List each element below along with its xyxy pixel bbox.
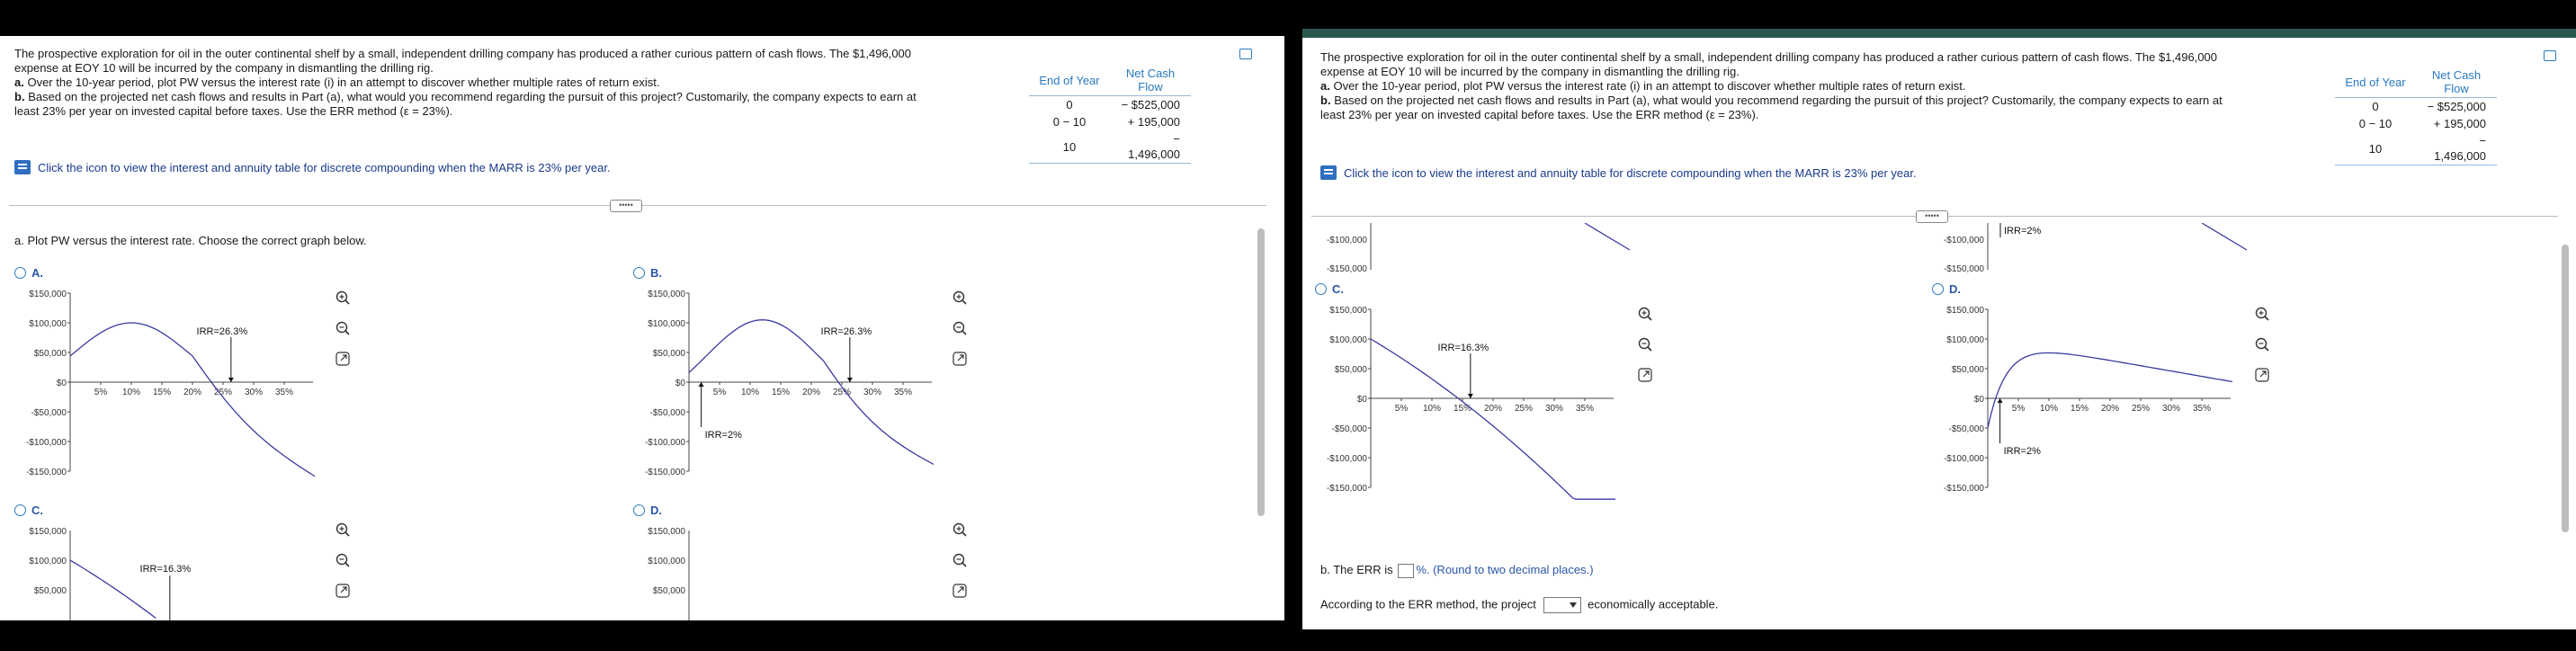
part-b-text: Based on the projected net cash flows and results in Part (a), what would you recommend regarding the pursuit of this project? Customarily, the company expects to earn at least 23% per year on invested capital before taxes. Use the ERR method (ε = 23%). — [1320, 94, 2223, 121]
zoom-in-icon[interactable] — [952, 290, 968, 306]
y-tick-label: $100,000 — [648, 557, 685, 566]
graph-c-partial — [14, 523, 365, 620]
popout-graph-icon[interactable] — [335, 583, 351, 599]
y-tick-label: $50,000 — [33, 586, 67, 596]
irr-arrow — [1998, 398, 2003, 403]
y-tick-label: -$100,000 — [1943, 236, 1984, 245]
x-tick-label: 30% — [2161, 404, 2181, 414]
y-tick-label: $150,000 — [648, 527, 685, 537]
col-net-cash-flow: Net Cash Flow — [1110, 65, 1191, 96]
zoom-out-icon[interactable] — [335, 552, 351, 568]
part-b-question — [1320, 563, 1594, 578]
y-tick-label: $50,000 — [652, 349, 685, 359]
popout-icon[interactable] — [2544, 50, 2556, 61]
y-tick-label: $150,000 — [1946, 306, 1984, 316]
part-a-label: a. — [14, 76, 24, 89]
popout-graph-icon[interactable] — [1637, 367, 1653, 383]
year-cell: 0 − 10 — [1052, 115, 1087, 129]
y-tick-label: $0 — [1973, 395, 1984, 405]
scrollbar[interactable] — [1257, 228, 1265, 516]
graph-b — [633, 286, 984, 502]
part-b-label: b. — [14, 90, 25, 103]
option-b-label[interactable]: B. — [650, 266, 662, 280]
y-tick-label: $50,000 — [1951, 365, 1984, 375]
y-tick-label: -$150,000 — [25, 468, 67, 477]
flow-cell: − 1,496,000 — [2416, 132, 2497, 165]
year-cell: 0 − 10 — [2358, 117, 2393, 130]
zoom-out-icon[interactable] — [952, 320, 968, 336]
table-row — [2335, 98, 2497, 116]
y-tick-label: -$100,000 — [25, 438, 67, 448]
pw-curve — [1988, 352, 2232, 428]
part-b-label: b. — [1320, 94, 1331, 107]
part-a-text: Over the 10-year period, plot PW versus the interest rate (i) in an attempt to discover whether multiple rates of return exist. — [27, 76, 660, 89]
irr-arrow — [228, 378, 234, 382]
table-row — [1029, 113, 1191, 130]
table-row — [2335, 115, 2497, 132]
y-tick-label: $50,000 — [33, 349, 67, 359]
x-tick-label: 10% — [1422, 404, 1442, 414]
part-b-text: Based on the projected net cash flows and results in Part (a), what would you recommend regarding the pursuit of this project? Customarily, the company expects to earn at least 23% per year on invested capital before taxes. Use the ERR method (ε = 23%). — [14, 90, 917, 118]
pw-curve — [1585, 223, 1630, 250]
x-tick-label: 30% — [244, 388, 264, 397]
y-tick-label: -$50,000 — [649, 408, 685, 418]
radio-a[interactable] — [14, 267, 26, 279]
y-tick-label: -$150,000 — [1326, 484, 1367, 494]
y-tick-label: $150,000 — [1329, 306, 1367, 316]
problem-intro: The prospective exploration for oil in the outer continental shelf by a small, independent drilling company has produced a rather curious pattern of cash flows. The $1,496,000 expense at EOY 10 will be incurred by the company in dismantling the drilling rig. — [1320, 50, 2218, 78]
option-c-label[interactable]: C. — [1332, 282, 1344, 296]
pw-curve — [2202, 223, 2247, 250]
col-end-of-year: End of Year — [1029, 65, 1110, 96]
irr-label: IRR=16.3% — [139, 564, 192, 575]
y-tick-label: $0 — [56, 379, 67, 388]
pw-curve — [70, 323, 315, 477]
err-input[interactable] — [1398, 564, 1414, 578]
y-tick-label: -$50,000 — [31, 408, 67, 418]
more-button[interactable]: ••••• — [1916, 210, 1948, 223]
y-tick-label: $0 — [1356, 395, 1367, 405]
x-tick-label: 20% — [801, 388, 821, 397]
x-tick-label: 20% — [183, 388, 202, 397]
zoom-out-icon[interactable] — [1637, 336, 1653, 352]
x-tick-label: 25% — [2131, 404, 2151, 414]
interest-link-text[interactable]: Click the icon to view the interest and annuity table for discrete compounding when the MARR is 23% per year. — [1344, 165, 1917, 180]
book-icon[interactable] — [1320, 165, 1337, 180]
zoom-in-icon[interactable] — [1637, 306, 1653, 322]
y-tick-label: $150,000 — [29, 290, 67, 299]
y-tick-label: $150,000 — [29, 527, 67, 537]
problem-intro: The prospective exploration for oil in the outer continental shelf by a small, independent drilling company has produced a rather curious pattern of cash flows. The $1,496,000 expense at EOY 10 will be incurred by the company in dismantling the drilling rig. — [14, 47, 912, 75]
irr-arrow — [847, 378, 853, 382]
irr-label: IRR=2% — [2003, 446, 2041, 457]
y-tick-label: -$50,000 — [1331, 424, 1367, 434]
interest-table-link[interactable] — [14, 160, 611, 174]
graph-b-bottom — [1932, 223, 2292, 279]
y-tick-label: $100,000 — [29, 557, 67, 566]
graph-c — [1315, 302, 1666, 518]
zoom-in-icon[interactable] — [335, 522, 351, 538]
y-tick-label: -$150,000 — [644, 468, 685, 477]
popout-graph-icon[interactable] — [335, 351, 351, 367]
cash-flow-header — [2335, 67, 2497, 98]
x-tick-label: 25% — [213, 388, 233, 397]
y-tick-label: -$100,000 — [644, 438, 685, 448]
popout-graph-icon[interactable] — [952, 583, 968, 599]
x-tick-label: 25% — [832, 388, 852, 397]
cash-flow-header — [1029, 65, 1191, 96]
err-suffix: economically acceptable. — [1588, 597, 1719, 611]
table-row — [1029, 130, 1191, 164]
pw-curve — [1371, 339, 1615, 499]
zoom-out-icon[interactable] — [335, 320, 351, 336]
y-tick-label: $100,000 — [1946, 335, 1984, 345]
graph-a-bottom — [1315, 223, 1675, 279]
flow-cell: − 1,496,000 — [1110, 130, 1191, 164]
x-tick-label: 35% — [274, 388, 294, 397]
interest-table-link[interactable] — [1320, 165, 1917, 180]
flow-cell: + 195,000 — [2433, 117, 2486, 130]
option-b[interactable] — [633, 266, 662, 280]
x-tick-label: 5% — [94, 388, 108, 397]
flow-cell: + 195,000 — [1127, 115, 1180, 129]
x-tick-label: 30% — [863, 388, 882, 397]
y-tick-label: -$150,000 — [1326, 264, 1367, 274]
y-tick-label: $100,000 — [29, 319, 67, 329]
x-tick-label: 15% — [1453, 404, 1472, 414]
part-a-label: a. — [1320, 79, 1330, 93]
part-b-prefix: b. The ERR is — [1320, 563, 1393, 576]
x-tick-label: 15% — [771, 388, 791, 397]
x-tick-label: 10% — [2039, 404, 2059, 414]
option-c[interactable] — [14, 504, 43, 517]
zoom-out-icon[interactable] — [2254, 336, 2270, 352]
option-c[interactable] — [1315, 282, 1344, 296]
y-tick-label: -$100,000 — [1326, 454, 1367, 464]
zoom-in-icon[interactable] — [952, 522, 968, 538]
y-tick-label: -$150,000 — [1943, 484, 1984, 494]
option-d-label[interactable]: D. — [1949, 282, 1961, 296]
irr-label: IRR=2% — [2004, 226, 2042, 236]
x-tick-label: 20% — [1483, 404, 1503, 414]
year-cell: 0 — [1066, 98, 1073, 111]
irr-label: IRR=26.3% — [820, 326, 872, 337]
part-b-suffix: %. (Round to two decimal places.) — [1416, 563, 1594, 576]
irr-label: IRR=26.3% — [196, 326, 248, 337]
x-tick-label: 30% — [1544, 404, 1564, 414]
x-tick-label: 20% — [2100, 404, 2120, 414]
radio-c[interactable] — [1315, 283, 1327, 295]
part-a-question: a. Plot PW versus the interest rate. Choose the correct graph below. — [14, 234, 367, 247]
radio-d[interactable] — [633, 504, 645, 516]
y-tick-label: $50,000 — [652, 586, 685, 596]
popout-graph-icon[interactable] — [2254, 367, 2270, 383]
zoom-in-icon[interactable] — [2254, 306, 2270, 322]
popout-icon[interactable] — [1239, 49, 1252, 59]
table-row — [2335, 132, 2497, 165]
cash-flow-table — [2335, 67, 2497, 165]
x-tick-label: 10% — [121, 388, 141, 397]
flow-cell: − $525,000 — [2427, 100, 2486, 113]
part-a-text: Over the 10-year period, plot PW versus the interest rate (i) in an attempt to discover whether multiple rates of return exist. — [1333, 79, 1966, 93]
y-tick-label: -$100,000 — [1326, 236, 1367, 245]
x-tick-label: 15% — [152, 388, 172, 397]
option-d[interactable] — [1932, 282, 1961, 296]
graph-a — [14, 286, 365, 502]
popout-graph-icon[interactable] — [952, 351, 968, 367]
option-a-label[interactable]: A. — [31, 266, 43, 280]
radio-b[interactable] — [633, 267, 645, 279]
radio-d[interactable] — [1932, 283, 1944, 295]
acceptability-dropdown[interactable] — [1543, 597, 1581, 613]
graph-d — [1932, 302, 2283, 518]
y-tick-label: -$50,000 — [1948, 424, 1984, 434]
y-tick-label: $150,000 — [648, 290, 685, 299]
x-tick-label: 5% — [712, 388, 727, 397]
cash-flow-table — [1029, 65, 1191, 164]
x-tick-label: 5% — [1394, 404, 1409, 414]
y-tick-label: -$100,000 — [1943, 454, 1984, 464]
x-tick-label: 5% — [2011, 404, 2026, 414]
radio-c[interactable] — [14, 504, 26, 516]
irr-arrow — [699, 382, 704, 387]
col-net-cash-flow: Net Cash Flow — [2416, 67, 2497, 98]
problem-text — [1320, 50, 2229, 122]
col-end-of-year: End of Year — [2335, 67, 2416, 98]
right-panel — [1302, 29, 2576, 629]
x-tick-label: 35% — [1575, 404, 1595, 414]
flow-cell: − $525,000 — [1121, 98, 1180, 111]
interest-link-text[interactable]: Click the icon to view the interest and annuity table for discrete compounding when the MARR is 23% per year. — [38, 160, 611, 174]
x-tick-label: 25% — [1514, 404, 1534, 414]
y-tick-label: $100,000 — [648, 319, 685, 329]
x-tick-label: 35% — [893, 388, 913, 397]
x-tick-label: 15% — [2070, 404, 2089, 414]
scrollbar[interactable] — [2562, 245, 2569, 532]
table-row — [1029, 96, 1191, 114]
zoom-in-icon[interactable] — [335, 290, 351, 306]
x-tick-label: 35% — [2192, 404, 2212, 414]
option-d[interactable] — [633, 504, 662, 517]
x-tick-label: 10% — [740, 388, 760, 397]
graph-d-partial — [633, 523, 984, 620]
year-cell: 0 — [2372, 100, 2379, 113]
err-sentence — [1320, 597, 1718, 613]
book-icon[interactable] — [14, 160, 31, 174]
y-tick-label: $50,000 — [1334, 365, 1367, 375]
year-cell: 10 — [2335, 132, 2416, 165]
option-c-label[interactable]: C. — [31, 504, 43, 517]
left-panel — [0, 36, 1284, 620]
option-a[interactable] — [14, 266, 43, 280]
y-tick-label: $100,000 — [1329, 335, 1367, 345]
irr-label: IRR=2% — [704, 430, 742, 441]
year-cell: 10 — [1029, 130, 1110, 164]
zoom-out-icon[interactable] — [952, 552, 968, 568]
y-tick-label: -$150,000 — [1943, 264, 1984, 274]
err-prefix: According to the ERR method, the project — [1320, 597, 1536, 611]
irr-label: IRR=16.3% — [1437, 343, 1489, 353]
y-tick-label: $0 — [675, 379, 685, 388]
option-d-label[interactable]: D. — [650, 504, 662, 517]
problem-text — [14, 47, 941, 119]
more-button[interactable]: ••••• — [610, 200, 642, 212]
irr-arrow — [1468, 394, 1473, 398]
